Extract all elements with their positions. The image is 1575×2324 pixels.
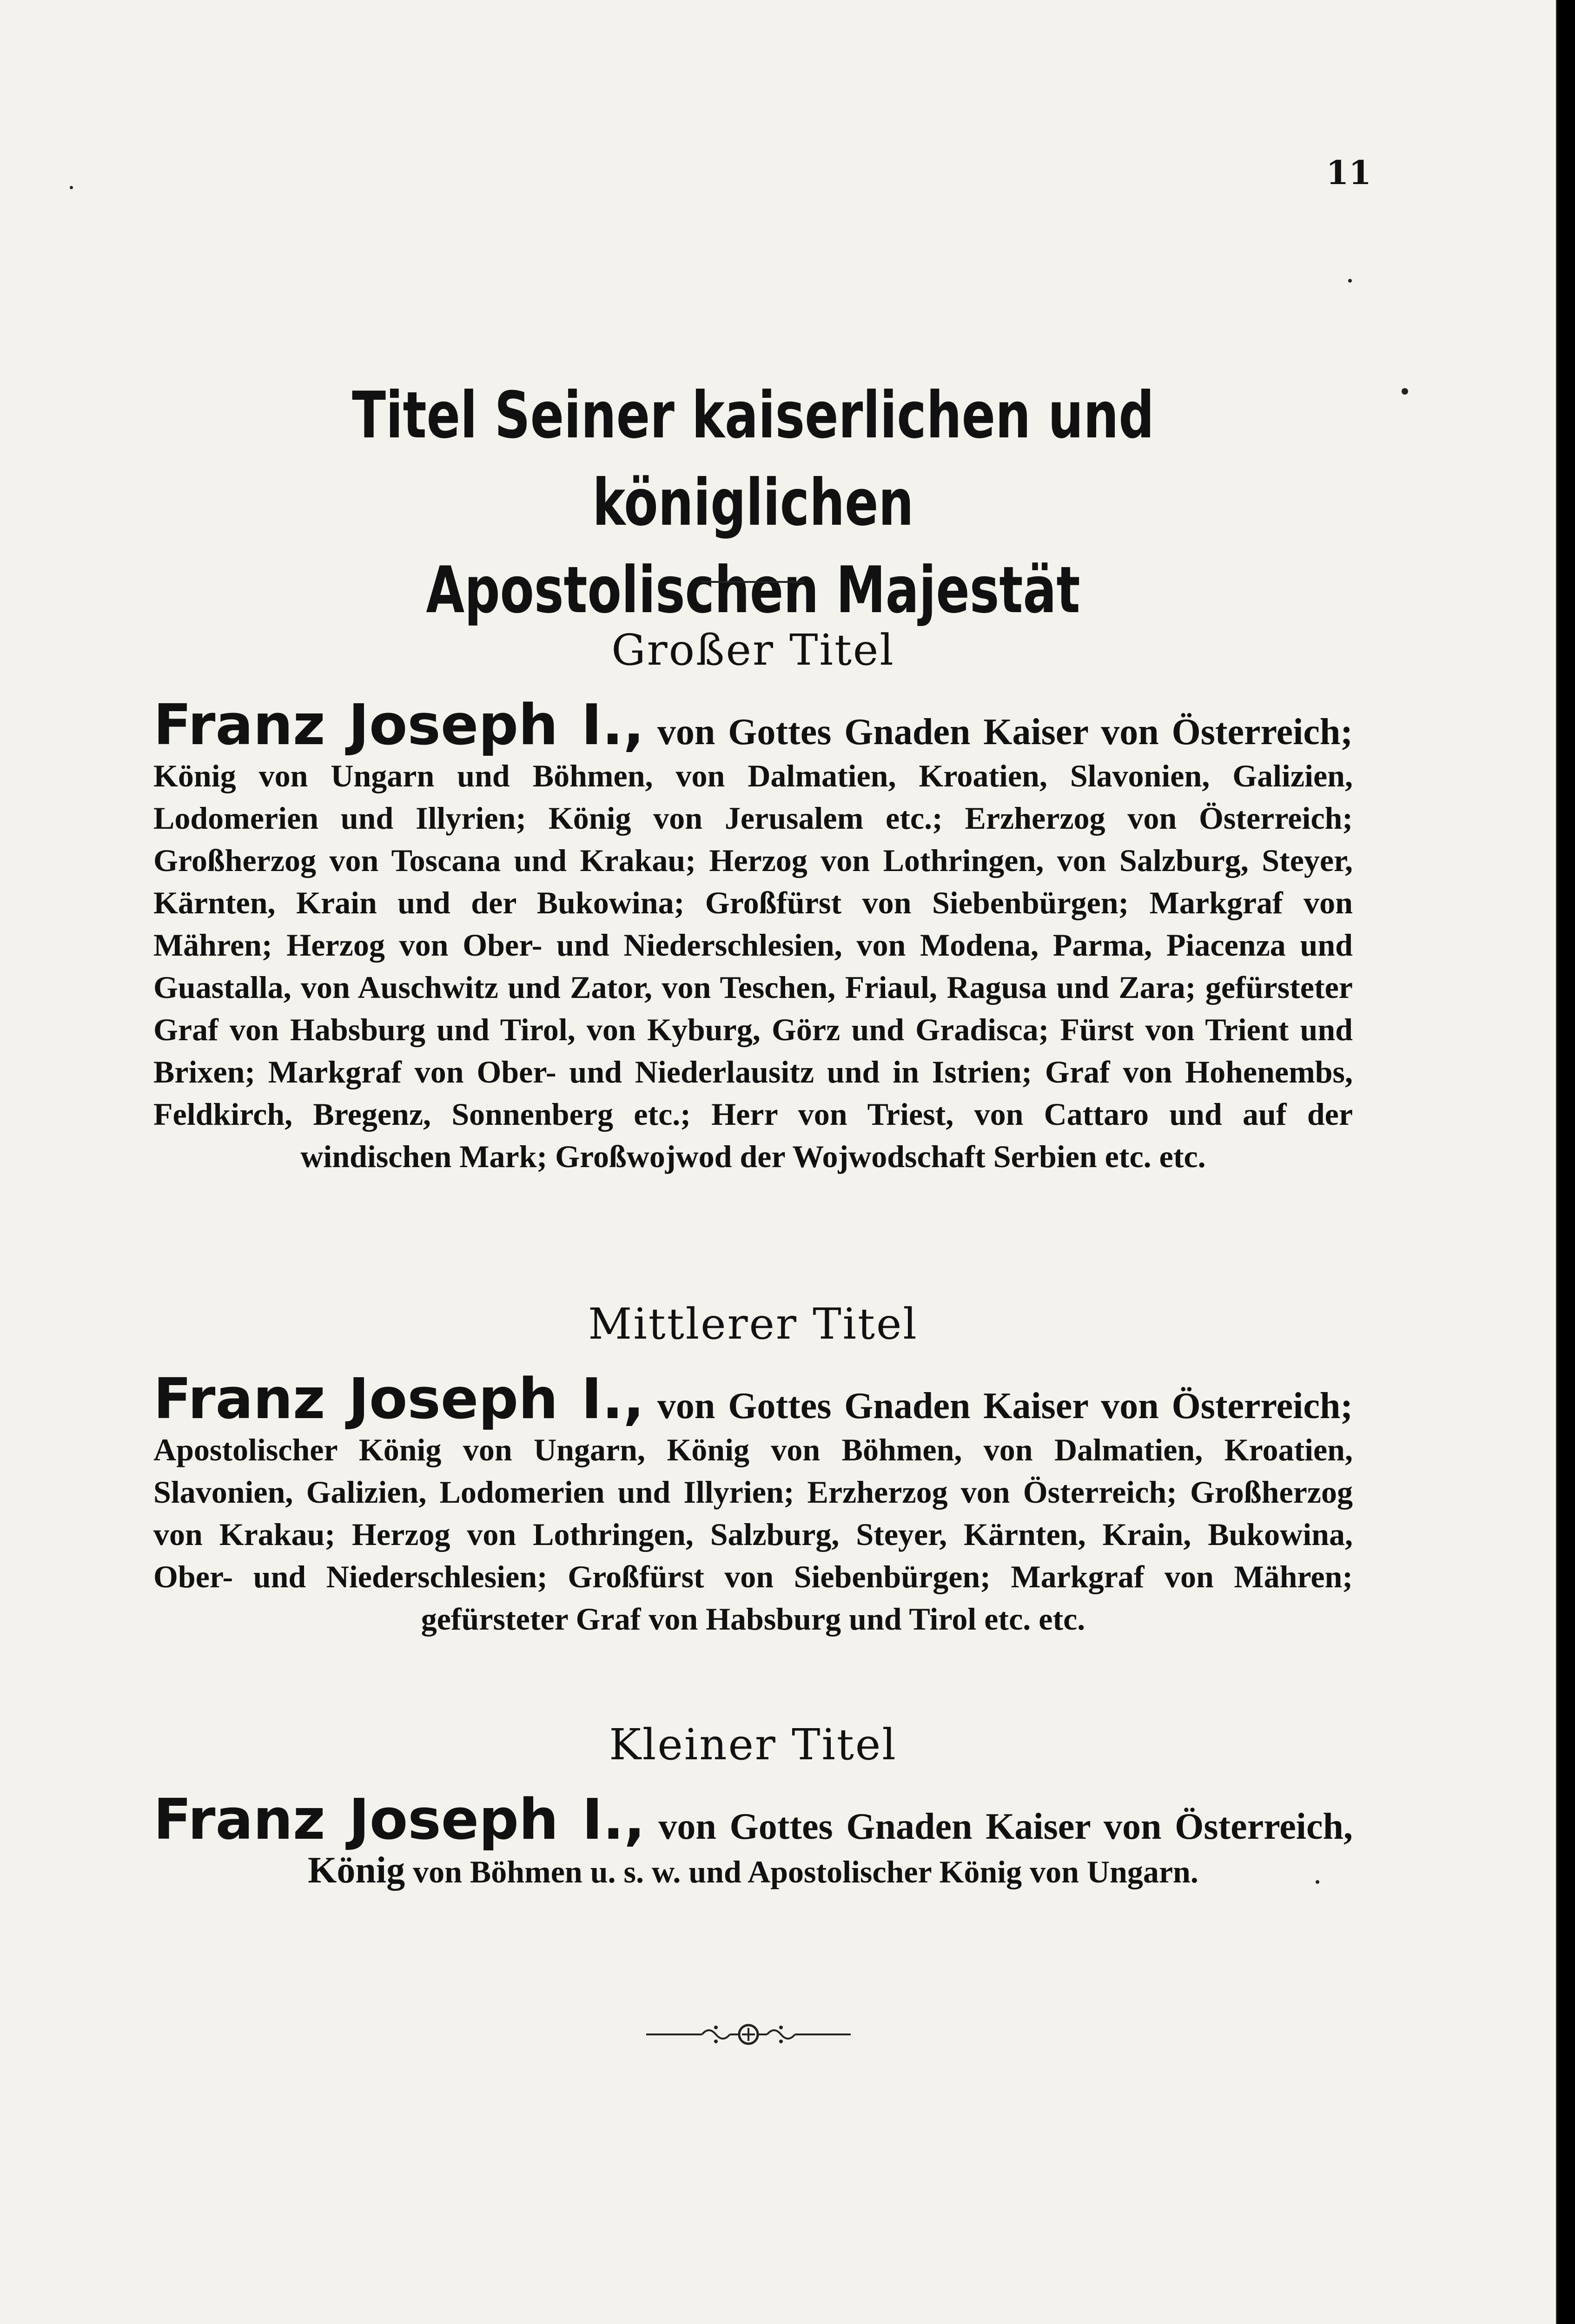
scan-speck (1316, 1880, 1319, 1884)
entry-body: von Böhmen u. s. w. und Apostolischer König von Ungarn. (413, 1854, 1198, 1889)
page-title-line-1: Titel Seiner kaiserlichen und königlichen (352, 378, 1154, 540)
entry-first-line: von Gottes Gnaden Kaiser von Österreich; (644, 1386, 1353, 1426)
section-heading-grosser-titel: Großer Titel (611, 625, 895, 675)
entry-first-line: von Gottes Gnaden Kaiser von Österreich; (644, 712, 1353, 753)
title-divider (701, 581, 804, 583)
page-title-line-2: Apostolischen Majestät (426, 553, 1080, 627)
entry-first-line: von Gottes Gnaden Kaiser von Österreich, König (308, 1806, 1353, 1891)
page-number: 11 (1326, 153, 1371, 192)
section-heading-mittlerer-titel: Mittlerer Titel (588, 1299, 918, 1349)
section-heading-kleiner-titel: Kleiner Titel (609, 1720, 897, 1769)
title-entry-grosser (153, 693, 1353, 1178)
scan-speck (70, 186, 73, 189)
monarch-name: Franz Joseph I., (153, 1788, 645, 1852)
entry-body: Apostolischer König von Ungarn, König von Böhmen, von Dalmatien, Kroatien, Slavonien, Galizien, Lodomerien und Illyrien; Erzherzog von Österreich; Großherzog von Krakau; Herzog von Lothringen, Salzburg, Steyer, Kärnten, Krain, Bukowina, Ober- und Niederschlesien; Großfürst von Siebenbürgen; Markgraf von Mähren; gefürsteter Graf von Habsburg und Tirol etc. etc. (153, 1432, 1353, 1637)
title-entry-kleiner (153, 1788, 1353, 1893)
title-entry-mittlerer (153, 1367, 1353, 1640)
scan-speck (1348, 279, 1352, 283)
entry-body: König von Ungarn und Böhmen, von Dalmatien, Kroatien, Slavonien, Galizien, Lodomerien und Illyrien; König von Jerusalem etc.; Erzherzog von Österreich; Großherzog von Toscana und Krakau; Herzog von Lothringen, von Salzburg, Steyer, Kärnten, Krain und der Bukowina; Großfürst von Siebenbürgen; Markgraf von Mähren; Herzog von Ober- und Niederschlesien, von Modena, Parma, Piacenza und Guastalla, von Auschwitz und Zator, von Teschen, Friaul, Ragusa und Zara; gefürsteter Graf von Habsburg und Tirol, von Kyburg, Görz und Gradisca; Fürst von Trient und Brixen; Markgraf von Ober- und Niederlausitz und in Istrien; Graf von Hohenembs, Feldkirch, Bregenz, Sonnenberg etc.; Herr von Triest, von Cattaro und auf der windischen Mark; Großwojwod der Wojwodschaft Serbien etc. etc. (153, 758, 1353, 1174)
end-ornament-icon (646, 2018, 851, 2051)
scan-speck (1402, 388, 1408, 395)
monarch-name: Franz Joseph I., (153, 693, 645, 758)
monarch-name: Franz Joseph I., (153, 1367, 645, 1432)
page-title (238, 372, 1269, 634)
